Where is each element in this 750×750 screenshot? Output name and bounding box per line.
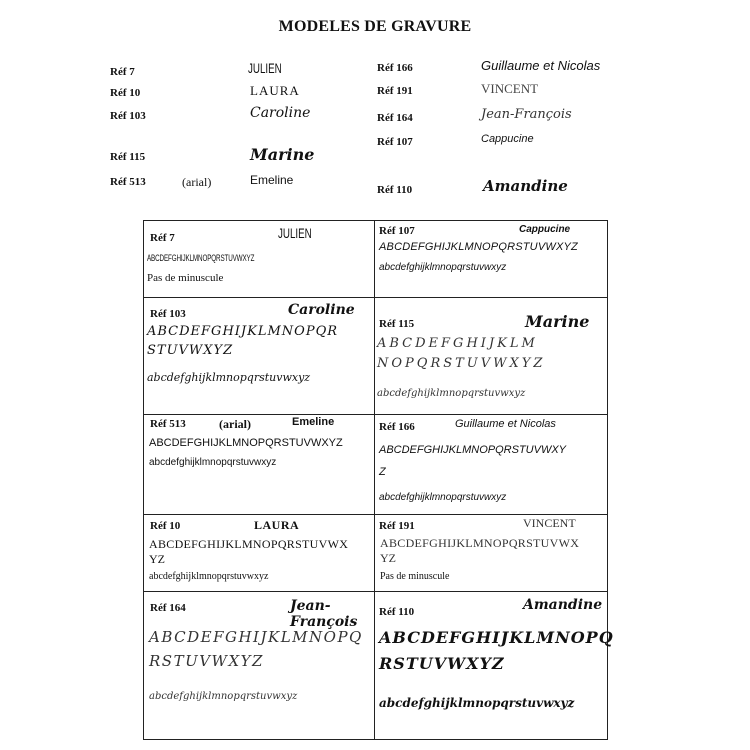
list-sample-laura: LAURA — [250, 83, 300, 98]
cell-uppercase-line: ABCDEFGHIJKLMNOPQ — [379, 628, 614, 647]
list-sample-caroline: Caroline — [250, 105, 311, 121]
cell-sample-name: Caroline — [288, 302, 355, 318]
cell-uppercase-line: ABCDEFGHIJKLM — [377, 336, 538, 351]
cell-uppercase-line-2: NOPQRSTUVWXYZ — [377, 356, 546, 371]
list-sample-cappucine: Cappucine — [481, 133, 534, 145]
cell-lowercase-line: abcdefghijklmnopqrstuvwxyz — [149, 457, 277, 468]
list-ref-7: Réf 7 — [110, 66, 135, 78]
cell-uppercase-line: ABCDEFGHIJKLMNOPQRSTUVWXYZ — [147, 253, 255, 263]
cell-sample-name: Marine — [525, 312, 590, 331]
cell-sample-name: Guillaume et Nicolas — [455, 418, 556, 430]
cell-uppercase-line: ABCDEFGHIJKLMNOPQR — [147, 324, 339, 339]
cell-sample-name: Amandine — [523, 597, 603, 613]
cell-sample-name: LAURA — [254, 518, 300, 532]
cell-uppercase-line-2: YZ — [380, 551, 396, 565]
cell-ref-label: Réf 115 — [379, 318, 415, 330]
cell-ref-label: Réf 7 — [150, 232, 175, 244]
list-ref-164: Réf 164 — [377, 112, 413, 124]
list-sample-emeline: Emeline — [250, 173, 294, 187]
cell-ref-label: Réf 164 — [150, 602, 186, 614]
cell-uppercase-line: ABCDEFGHIJKLMNOPQRSTUVWXY — [379, 444, 567, 456]
cell-ref-110 — [375, 592, 614, 739]
cell-ref-7 — [144, 221, 375, 298]
font-sample-grid — [143, 220, 614, 740]
cell-uppercase-line: ABCDEFGHIJKLMNOPQRSTUVWXYZ — [149, 437, 343, 449]
list-sample-vincent: VINCENT — [481, 81, 539, 96]
list-ref-191: Réf 191 — [377, 85, 413, 97]
cell-ref-label: Réf 110 — [379, 606, 415, 618]
cell-sample-name: Emeline — [292, 416, 335, 428]
cell-ref-164 — [144, 592, 375, 739]
cell-ref-191 — [375, 515, 607, 592]
cell-uppercase-line-2: YZ — [149, 552, 165, 566]
cell-ref-103 — [144, 298, 375, 415]
list-sample-julien: JULIEN — [248, 60, 282, 76]
cell-sample-name: VINCENT — [523, 516, 576, 530]
list-ref-166: Réf 166 — [377, 62, 413, 74]
list-ref-115: Réf 115 — [110, 151, 146, 163]
cell-ref-label: Réf 166 — [379, 421, 415, 433]
list-note-arial: (arial) — [182, 175, 212, 189]
list-sample-amandine: Amandine — [483, 177, 568, 195]
cell-lowercase-line: Pas de minuscule — [147, 272, 224, 284]
cell-ref-107 — [375, 221, 607, 298]
list-ref-10: Réf 10 — [110, 87, 141, 99]
list-ref-107: Réf 107 — [377, 136, 413, 148]
cell-ref-513 — [144, 415, 375, 515]
cell-sample-name: JULIEN — [278, 225, 312, 241]
cell-ref-label: Réf 513 — [150, 418, 186, 430]
cell-ref-115 — [375, 298, 607, 415]
cell-uppercase-line: ABCDEFGHIJKLMNOPQ — [149, 628, 363, 646]
cell-ref-label: Réf 191 — [379, 520, 415, 532]
cell-lowercase-line: abcdefghijklmnopqrstuvwxyz — [379, 492, 507, 503]
cell-uppercase-line: ABCDEFGHIJKLMNOPQRSTUVWX — [380, 536, 580, 550]
cell-uppercase-line: ABCDEFGHIJKLMNOPQRSTUVWX — [149, 537, 349, 551]
cell-ref-166 — [375, 415, 607, 515]
cell-lowercase-line: abcdefghijklmnopqrstuvwxyz — [379, 696, 575, 710]
list-ref-110: Réf 110 — [377, 184, 413, 196]
cell-ref-label: Réf 103 — [150, 308, 186, 320]
cell-lowercase-line: Pas de minuscule — [380, 571, 450, 582]
list-ref-103: Réf 103 — [110, 110, 146, 122]
cell-note: (arial) — [219, 417, 251, 431]
cell-lowercase-line: abcdefghijklmnopqrstuvwxyz — [379, 262, 507, 273]
page-title: MODELES DE GRAVURE — [278, 18, 472, 35]
cell-lowercase-line: abcdefghijklmnopqrstuvwxyz — [149, 571, 269, 582]
cell-ref-10 — [144, 515, 375, 592]
list-sample-marine: Marine — [250, 145, 315, 164]
cell-uppercase-line-2: RSTUVWXYZ — [149, 652, 264, 670]
cell-sample-name: Jean-François — [290, 598, 358, 630]
cell-ref-label: Réf 10 — [150, 520, 181, 532]
list-ref-513: Réf 513 — [110, 176, 146, 188]
cell-lowercase-line: abcdefghijklmnopqrstuvwxyz — [377, 388, 526, 399]
cell-uppercase-line: ABCDEFGHIJKLMNOPQRSTUVWXYZ — [379, 241, 578, 253]
cell-uppercase-line-2: Z — [379, 466, 386, 478]
cell-sample-name: Cappucine — [519, 224, 571, 235]
list-sample-guillaume: Guillaume et Nicolas — [481, 58, 601, 73]
cell-ref-label: Réf 107 — [379, 225, 415, 237]
list-sample-jean-francois: Jean-François — [481, 107, 572, 122]
cell-lowercase-line: abcdefghijklmnopqrstuvwxyz — [149, 691, 298, 702]
cell-uppercase-line-2: RSTUVWXYZ — [379, 654, 505, 673]
cell-uppercase-line-2: STUVWXYZ — [147, 343, 234, 358]
cell-lowercase-line: abcdefghijklmnopqrstuvwxyz — [147, 371, 311, 384]
